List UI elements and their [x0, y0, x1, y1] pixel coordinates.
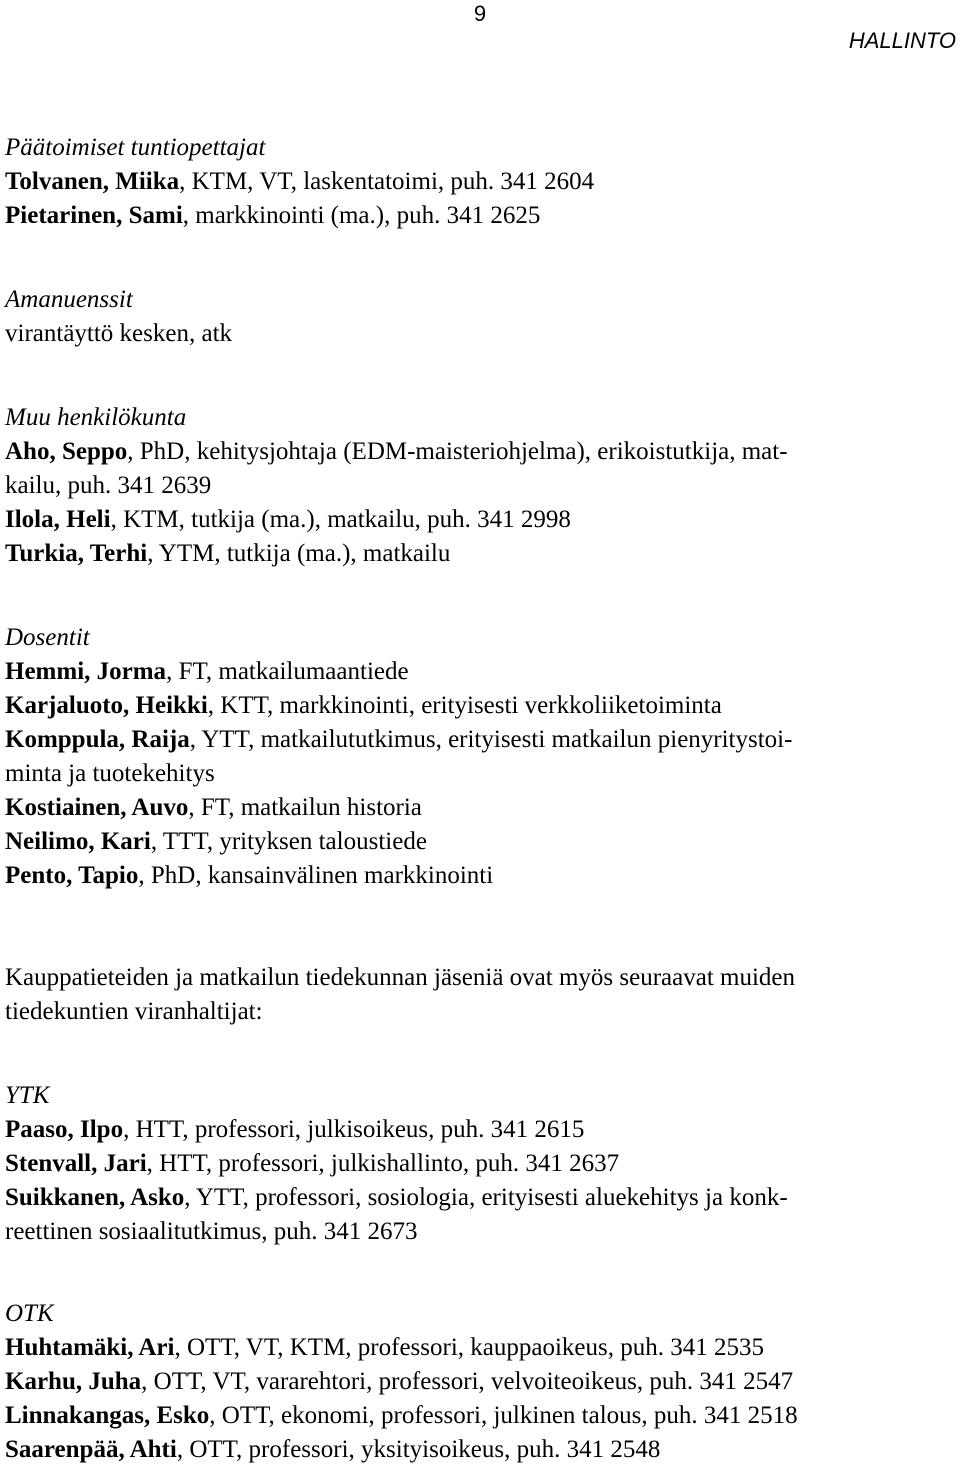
staff-details: , HTT, professori, julkisoikeus, puh. 341 2615	[123, 1116, 585, 1143]
page-number: 9	[473, 1, 487, 26]
staff-name: Pietarinen, Sami	[5, 202, 183, 229]
staff-details: , OTT, VT, KTM, professori, kauppaoikeus, puh. 341 2535	[174, 1334, 764, 1361]
staff-name: Huhtamäki, Ari	[5, 1334, 175, 1361]
staff-details: , YTT, matkailututkimus, erityisesti matkailun pienyritystoi-	[189, 726, 793, 753]
staff-details: , OTT, VT, vararehtori, professori, velvoiteoikeus, puh. 341 2547	[141, 1368, 794, 1395]
staff-line	[5, 202, 540, 230]
section-heading-otk: OTK	[5, 1300, 54, 1327]
staff-details: , KTM, tutkija (ma.), matkailu, puh. 341 2998	[110, 506, 571, 533]
staff-line	[5, 862, 493, 890]
staff-name: Hemmi, Jorma	[5, 658, 167, 685]
staff-name: Karhu, Juha	[5, 1368, 142, 1395]
staff-name: Stenvall, Jari	[5, 1150, 147, 1177]
staff-details: reettinen sosiaalitutkimus, puh. 341 2673	[5, 1218, 418, 1245]
section-heading-dosentit: Dosentit	[5, 624, 90, 651]
staff-line	[5, 692, 722, 720]
staff-line	[5, 1334, 764, 1362]
section-heading-muu-henkilokunta: Muu henkilökunta	[5, 404, 187, 431]
staff-name: Karjaluoto, Heikki	[5, 692, 208, 719]
staff-name: Paaso, Ilpo	[5, 1116, 124, 1143]
staff-line	[5, 1184, 788, 1212]
staff-details: minta ja tuotekehitys	[5, 760, 215, 787]
staff-details: , TTT, yrityksen taloustiede	[150, 828, 427, 855]
staff-line	[5, 540, 450, 568]
staff-details: , FT, matkailun historia	[188, 794, 422, 821]
staff-line-continuation	[5, 760, 215, 788]
staff-details: , YTT, professori, sosiologia, erityisesti aluekehitys ja konk-	[184, 1184, 788, 1211]
staff-details: , HTT, professori, julkishallinto, puh. 341 2637	[146, 1150, 620, 1177]
staff-name: Suikkanen, Asko	[5, 1184, 185, 1211]
staff-line-continuation	[5, 1218, 417, 1246]
intro-paragraph-line: Kauppatieteiden ja matkailun tiedekunnan jäseniä ovat myös seuraavat muiden	[5, 964, 796, 991]
staff-details: kailu, puh. 341 2639	[5, 472, 212, 499]
staff-details: , YTM, tutkija (ma.), matkailu	[147, 540, 451, 567]
section-heading-ytk: YTK	[5, 1082, 50, 1109]
staff-details: , OTT, professori, yksityisoikeus, puh. 341 2548	[176, 1436, 661, 1463]
running-head: HALLINTO	[848, 28, 956, 53]
staff-line	[5, 1436, 660, 1464]
staff-line	[5, 168, 594, 196]
section-heading-tuntiopettajat: Päätoimiset tuntiopettajat	[5, 134, 266, 161]
amanuenssit-text: virantäyttö kesken, atk	[5, 320, 233, 347]
staff-name: Tolvanen, Miika	[5, 168, 180, 195]
section-heading-amanuenssit: Amanuenssit	[5, 286, 133, 313]
staff-line	[5, 1150, 619, 1178]
staff-line	[5, 794, 422, 822]
staff-line	[5, 726, 792, 754]
staff-name: Linnakangas, Esko	[5, 1402, 210, 1429]
staff-name: Saarenpää, Ahti	[5, 1436, 177, 1463]
staff-details: , KTM, VT, laskentatoimi, puh. 341 2604	[179, 168, 595, 195]
staff-details: , PhD, kansainvälinen markkinointi	[138, 862, 494, 889]
intro-paragraph-line: tiedekuntien viranhaltijat:	[5, 998, 263, 1025]
staff-name: Aho, Seppo	[5, 438, 128, 465]
staff-line	[5, 658, 409, 686]
staff-line	[5, 1368, 793, 1396]
staff-line	[5, 1116, 584, 1144]
staff-line-continuation	[5, 472, 211, 500]
staff-name: Pento, Tapio	[5, 862, 139, 889]
staff-line	[5, 506, 571, 534]
staff-line	[5, 438, 788, 466]
staff-name: Neilimo, Kari	[5, 828, 151, 855]
staff-details: , OTT, ekonomi, professori, julkinen talous, puh. 341 2518	[209, 1402, 798, 1429]
staff-name: Komppula, Raija	[5, 726, 190, 753]
staff-line	[5, 1402, 798, 1430]
staff-name: Kostiainen, Auvo	[5, 794, 189, 821]
staff-name: Turkia, Terhi	[5, 540, 148, 567]
staff-details: , markkinointi (ma.), puh. 341 2625	[182, 202, 541, 229]
staff-details: , KTT, markkinointi, erityisesti verkkoliiketoiminta	[207, 692, 722, 719]
staff-line	[5, 828, 427, 856]
staff-name: Ilola, Heli	[5, 506, 111, 533]
staff-details: , FT, matkailumaantiede	[166, 658, 409, 685]
staff-details: , PhD, kehitysjohtaja (EDM-maisteriohjelma), erikoistutkija, mat-	[127, 438, 788, 465]
